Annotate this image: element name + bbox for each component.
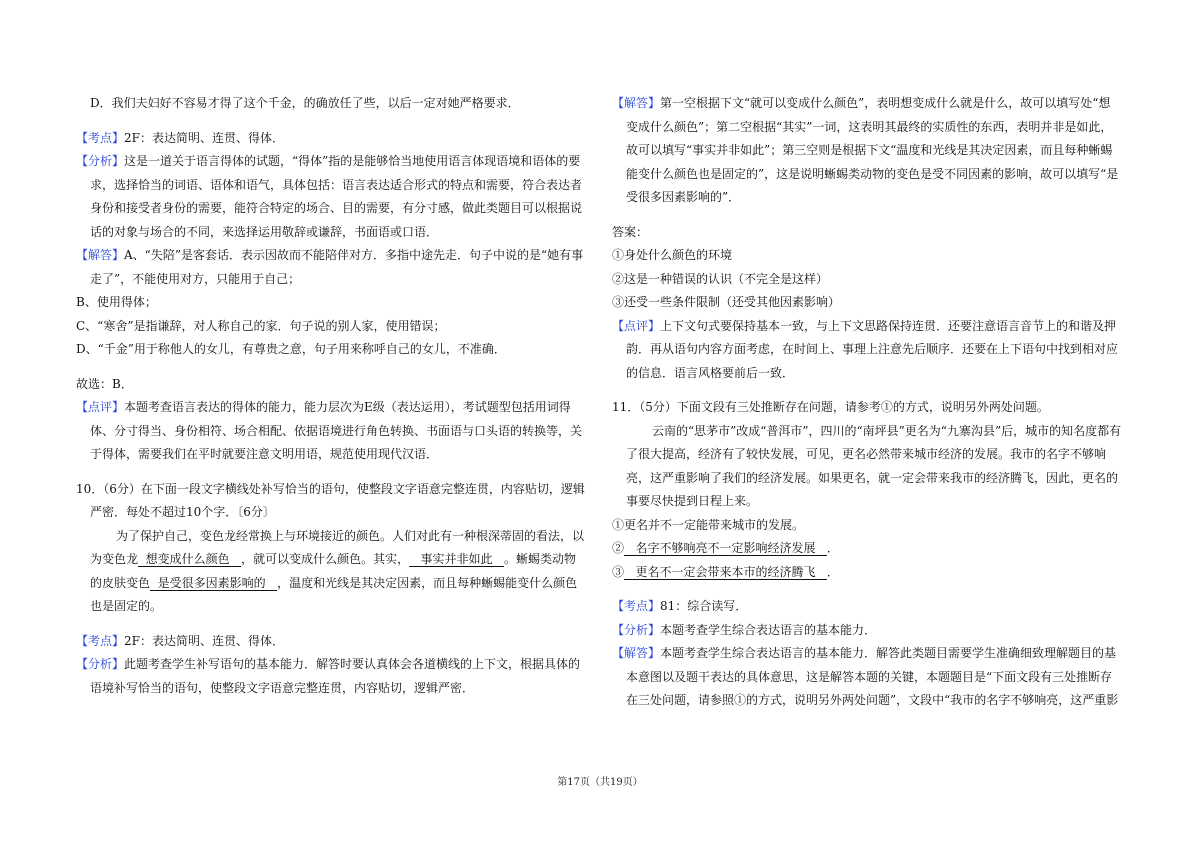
kaodian-text: 81：综合读写． (660, 599, 748, 613)
passage-text: ，温度和光线是其决定因素，而且每种蜥蜴能变什么颜色也是固定的。 (90, 575, 578, 613)
fenxi-tag: 【分析】 (76, 657, 125, 671)
item-suffix: ． (826, 564, 839, 579)
kaodian-tag: 【考点】 (76, 633, 125, 648)
dianping-2 (612, 315, 1122, 386)
blank-answer-1: 想变成什么颜色 (138, 552, 242, 566)
jieda-text: 本题考查学生综合表达语言的基本能力．解答此类题目需要学生准确细致理解题目的基本意图以及题干表达的具体意思，这是解答本题的关键，本题题目是“下面文段有三处推断存在三处问题，请参照①的方式，说明另外两处问题”，文段中“我市的名字不够响亮，这严重影 (626, 646, 1119, 707)
fenxi-text: 本题考查学生综合表达语言的基本能力． (660, 622, 877, 637)
right-column (612, 92, 1122, 713)
q11-line-2 (612, 537, 1122, 561)
item-number: ② (612, 541, 625, 555)
answer-item-3: ③还受一些条件限制（还受其他因素影响） (612, 295, 841, 309)
fenxi-tag: 【分析】 (76, 154, 125, 168)
dianping-text: 本题考查语言表达的得体的能力，能力层次为E级（表达运用），考试题型包括用词得体、分寸得当、身份相符、场合相配、依据语境进行角色转换、书面语与口头语的转换等，关于得体，需要我们在平时就要注意文明用语，规范使用现代汉语． (90, 400, 583, 461)
q11-stem: 11．（5分）下面文段有三处推断存在问题，请参考①的方式，说明另外两处问题。 (612, 400, 1049, 414)
q10-stem: 10．（6分）在下面一段文字横线处补写恰当的语句，使整段文字语意完整连贯，内容贴切，逻辑严密．每处不超过10个字．〔6分〕 (76, 481, 585, 519)
kaodian-tag: 【考点】 (76, 130, 125, 145)
jieda-text: A、“失陪”是客套话．表示因故而不能陪伴对方．多指中途先走．句子中说的是“她有事走了”，不能使用对方，只能用于自己； (90, 248, 584, 286)
answer-item-2: ②这是一种错误的认识（不完全是这样） (612, 271, 829, 286)
jieda-tag: 【解答】 (612, 646, 661, 660)
answer-choice: 故选：B． (76, 376, 133, 391)
fenxi-1 (76, 150, 586, 244)
kaodian-2 (76, 630, 586, 654)
passage-text: ，就可以变成什么颜色。其实， (241, 552, 410, 566)
blank-answer-3: 是受很多因素影响的 (150, 575, 278, 590)
fenxi-tag: 【分析】 (612, 622, 661, 637)
item-number: ③ (612, 564, 625, 579)
q9-option-d: D．我们夫妇好不容易才得了这个千金，的确放任了些，以后一定对她严格要求． (90, 96, 520, 110)
page-footer: 第17页（共19页） (557, 777, 643, 788)
dianping-text: 上下文句式要保持基本一致，与上下文思路保持连贯．还要注意语言音节上的和谐及押韵．再从语句内容方面考虑，在时间上、事理上注意先后顺序．还要在上下语句中找到相对应的信息．语言风格要前后一致． (626, 318, 1119, 380)
option-d-analysis: D、“千金”用于称他人的女儿，有尊贵之意，句子用来称呼自己的女儿，不准确． (76, 342, 506, 356)
jieda-tag: 【解答】 (76, 248, 125, 262)
option-b-analysis: B、使用得体； (76, 295, 157, 309)
blank-answer-q11-3: 更名不一定会带来本市的经济腾飞 (624, 564, 827, 579)
passage-text: 为了保护自己，变色龙经常换上与环境接近的颜色。人们对此有一种根深蒂固的看法，以为变色龙 (90, 528, 585, 566)
left-column (76, 92, 586, 700)
kaodian-tag: 【考点】 (612, 599, 661, 613)
answer-label: 答案： (612, 224, 649, 239)
jieda-1 (76, 244, 586, 291)
q10-passage (76, 525, 586, 619)
fenxi-3 (612, 619, 1122, 643)
option-c-analysis: C、“寒舍”是指谦辞，对人称自己的家．句子说的别人家，使用错误； (76, 318, 446, 333)
dianping-1 (76, 396, 586, 467)
q11-line-1: ①更名并不一定能带来城市的发展。 (612, 517, 805, 532)
q11-line-3 (612, 561, 1122, 585)
fenxi-text: 这是一道关于语言得体的试题，“得体”指的是能够恰当地使用语言体现语境和语体的要求，选择恰当的词语、语体和语气，具体包括：语言表达适合形式的特点和需要，符合表达者身份和接受者身份的需要，能符合特定的场合、目的需要，有分寸感，做此类题目可以根据说话的对象与场合的不同，来选择运用敬辞或谦辞，书面语或口语． (90, 154, 583, 239)
answer-item-1: ①身处什么颜色的环境 (612, 248, 733, 262)
item-suffix: ． (826, 541, 839, 555)
kaodian-3 (612, 595, 1122, 619)
kaodian-1 (76, 127, 586, 151)
jieda-3 (612, 642, 1122, 713)
passage-text: 。蜥蜴类动物的皮肤变色 (90, 552, 577, 590)
kaodian-text: 2F：表达简明、连贯、得体． (124, 130, 284, 145)
dianping-tag: 【点评】 (612, 318, 661, 333)
q11-passage: 云南的“思茅市”改成“普洱市”，四川的“南坪县”更名为“九寨沟县”后，城市的知名度都有了很大提高，经济有了较快发展，可见，更名必然带来城市经济的发展。我市的名字不够响亮，这严重影响了我们的经济发展。如果更名，就一定会带来我市的经济腾飞，因此，更名的事要尽快提到日程上来。 (626, 423, 1122, 508)
blank-answer-2: 事实并非如此 (409, 552, 504, 566)
fenxi-text: 此题考查学生补写语句的基本能力．解答时要认真体会各道横线的上下文，根据具体的语境补写恰当的语句，使整段文字语意完整连贯，内容贴切，逻辑严密． (90, 657, 581, 695)
fenxi-2 (76, 653, 586, 700)
jieda-2 (612, 92, 1122, 210)
dianping-tag: 【点评】 (76, 400, 125, 414)
kaodian-text: 2F：表达简明、连贯、得体． (124, 633, 284, 648)
jieda-text: 第一空根据下文“就可以变成什么颜色”，表明想变成什么就是什么，故可以填写处“想变成什么颜色”；第二空根据“其实”一词，这表明其最终的实质性的东西，表明并非是如此，故可以填写“事实并非如此”；第三空则是根据下文“温度和光线是其决定因素，而且每种蜥蜴能变什么颜色也是固定的”，这是说明蜥蜴类动物的变色是受不同因素的影响，故可以填写“是受很多因素影响的”． (626, 96, 1119, 204)
blank-answer-q11-2: 名字不够响亮不一定影响经济发展 (624, 541, 827, 555)
jieda-tag: 【解答】 (612, 96, 661, 110)
